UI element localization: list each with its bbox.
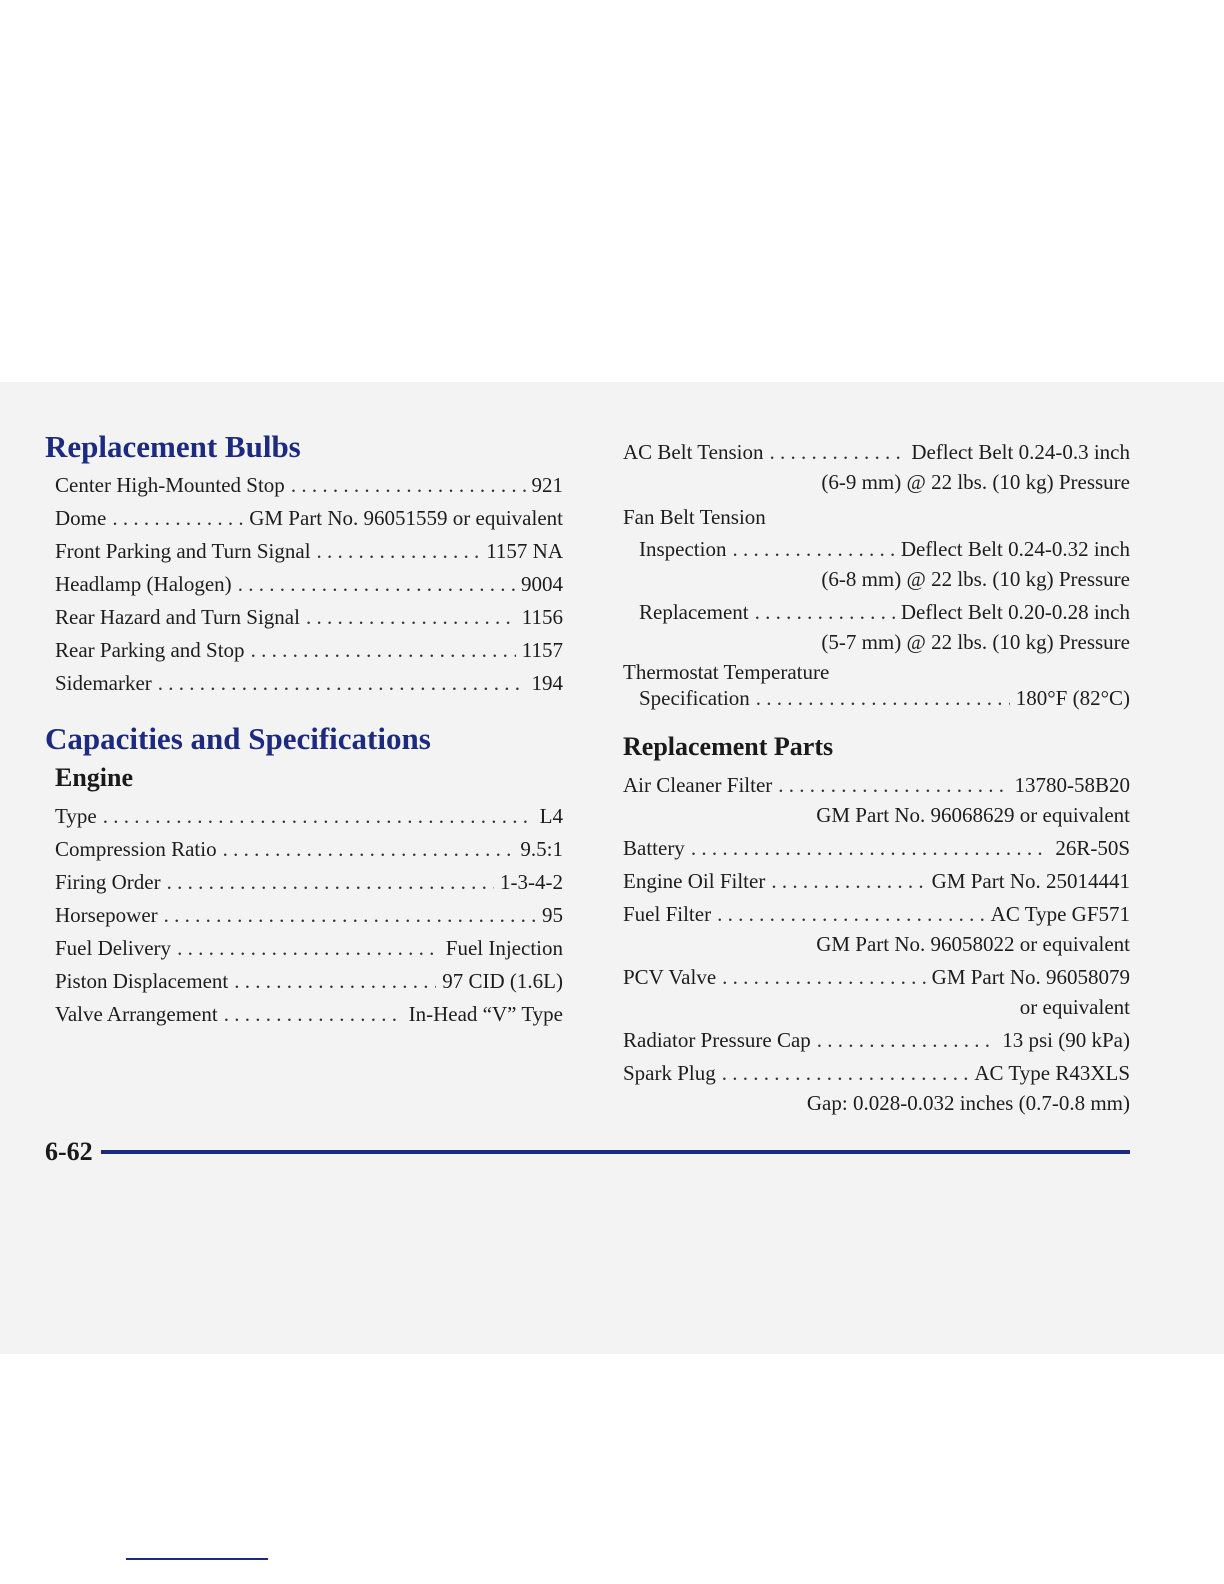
dot-leader <box>317 535 481 568</box>
dot-leader <box>177 932 440 965</box>
inspection-label: Inspection <box>639 537 727 561</box>
dot-leader <box>756 685 1010 711</box>
battery-label: Battery <box>623 836 685 860</box>
bulb-label: Center High-Mounted Stop <box>55 473 285 497</box>
specification-value: 180°F (82°C) <box>1015 686 1130 710</box>
bulb-row <box>45 634 563 667</box>
engine-value: In-Head “V” Type <box>408 1002 563 1026</box>
bulb-label: Headlamp (Halogen) <box>55 572 232 596</box>
engine-row <box>45 899 563 932</box>
capacities-heading: Capacities and Specifications <box>45 721 431 756</box>
pcv-valve-label: PCV Valve <box>623 965 717 989</box>
engine-row <box>45 800 563 833</box>
bulb-row <box>45 469 563 502</box>
replacement-continuation: (5-7 mm) @ 22 lbs. (10 kg) Pressure <box>821 630 1130 654</box>
dot-leader <box>717 898 985 931</box>
spark-plug-row <box>623 1057 1130 1090</box>
specification-label: Specification <box>639 686 750 710</box>
bulb-row <box>45 667 563 700</box>
dot-leader <box>722 1057 969 1090</box>
ac-belt-value: Deflect Belt 0.24-0.3 inch <box>911 440 1130 464</box>
replacement-value: Deflect Belt 0.20-0.28 inch <box>900 600 1130 624</box>
bulb-value: GM Part No. 96051559 or equivalent <box>249 506 563 530</box>
ac-belt-label: AC Belt Tension <box>623 440 764 464</box>
fuel-filter-label: Fuel Filter <box>623 902 712 926</box>
engine-label: Horsepower <box>55 903 158 927</box>
dot-leader <box>291 469 526 502</box>
engine-label: Valve Arrangement <box>55 1002 218 1026</box>
page-number: 6-62 <box>45 1137 93 1166</box>
inspection-value: Deflect Belt 0.24-0.32 inch <box>900 537 1130 561</box>
footer-rule <box>101 1150 1130 1154</box>
bulb-label: Dome <box>55 506 107 530</box>
oil-filter-value: GM Part No. 25014441 <box>931 869 1130 893</box>
dot-leader <box>755 596 895 629</box>
pcv-valve-value: GM Part No. 96058079 <box>931 965 1130 989</box>
bulb-label: Rear Parking and Stop <box>55 638 245 662</box>
battery-value: 26R-50S <box>1055 836 1130 860</box>
fan-belt-heading: Fan Belt Tension <box>623 505 766 529</box>
bulb-value: 921 <box>531 473 563 497</box>
pcv-valve-continuation: or equivalent <box>1019 995 1130 1019</box>
engine-label: Fuel Delivery <box>55 936 172 960</box>
dot-leader <box>251 634 516 667</box>
replacement-row <box>623 596 1130 629</box>
engine-value: L4 <box>539 804 563 828</box>
engine-heading: Engine <box>55 763 134 792</box>
replacement-label: Replacement <box>639 600 749 624</box>
dot-leader <box>722 961 925 994</box>
bulb-value: 1156 <box>521 605 563 629</box>
ac-belt-row <box>623 436 1130 469</box>
dot-leader <box>306 601 516 634</box>
dot-leader <box>224 998 403 1031</box>
dot-leader <box>234 965 436 998</box>
engine-value: 9.5:1 <box>520 837 563 861</box>
dot-leader <box>732 533 894 566</box>
engine-row <box>45 998 563 1031</box>
oil-filter-row <box>623 865 1130 898</box>
bulb-value: 1157 <box>521 638 563 662</box>
fuel-filter-continuation: GM Part No. 96058022 or equivalent <box>816 932 1130 956</box>
engine-label: Piston Displacement <box>55 969 229 993</box>
bulb-value: 1157 NA <box>486 539 563 563</box>
engine-value: 95 <box>542 903 563 927</box>
battery-row <box>623 832 1130 865</box>
oil-filter-label: Engine Oil Filter <box>623 869 766 893</box>
bulb-label: Front Parking and Turn Signal <box>55 539 311 563</box>
bulb-label: Sidemarker <box>55 671 152 695</box>
engine-value: Fuel Injection <box>445 936 563 960</box>
dot-leader <box>167 866 494 899</box>
spark-plug-label: Spark Plug <box>623 1061 716 1085</box>
engine-row <box>45 866 563 899</box>
engine-label: Firing Order <box>55 870 161 894</box>
dot-leader <box>112 502 243 535</box>
radiator-cap-label: Radiator Pressure Cap <box>623 1028 811 1052</box>
air-filter-label: Air Cleaner Filter <box>623 773 773 797</box>
engine-label: Compression Ratio <box>55 837 217 861</box>
fuel-filter-value: AC Type GF571 <box>990 902 1130 926</box>
right-column <box>623 436 1130 1116</box>
page-footer <box>45 1136 1130 1168</box>
air-filter-row <box>623 769 1130 802</box>
bulb-row <box>45 568 563 601</box>
bulb-row <box>45 535 563 568</box>
inspection-continuation: (6-8 mm) @ 22 lbs. (10 kg) Pressure <box>821 567 1130 591</box>
bulb-value: 194 <box>531 671 563 695</box>
bulb-label: Rear Hazard and Turn Signal <box>55 605 300 629</box>
engine-row <box>45 932 563 965</box>
bulb-value: 9004 <box>521 572 563 596</box>
radiator-cap-row <box>623 1024 1130 1057</box>
radiator-cap-value: 13 psi (90 kPa) <box>1002 1028 1130 1052</box>
engine-value: 1-3-4-2 <box>500 870 563 894</box>
left-column <box>45 428 563 1031</box>
thermostat-heading: Thermostat Temperature <box>623 660 830 684</box>
dot-leader <box>158 667 526 700</box>
bulb-row <box>45 502 563 535</box>
inspection-row <box>623 533 1130 566</box>
dot-leader <box>691 832 1050 865</box>
air-filter-value: 13780-58B20 <box>1014 773 1130 797</box>
bulb-row <box>45 601 563 634</box>
air-filter-continuation: GM Part No. 96068629 or equivalent <box>816 803 1130 827</box>
dot-leader <box>817 1024 996 1057</box>
engine-label: Type <box>55 804 97 828</box>
dot-leader <box>769 436 905 469</box>
dot-leader <box>103 800 534 833</box>
spark-plug-value: AC Type R43XLS <box>974 1061 1130 1085</box>
engine-row <box>45 833 563 866</box>
ac-belt-continuation: (6-9 mm) @ 22 lbs. (10 kg) Pressure <box>821 470 1130 494</box>
bottom-rule <box>126 1558 268 1560</box>
replacement-parts-heading: Replacement Parts <box>623 732 834 761</box>
spark-plug-continuation: Gap: 0.028-0.032 inches (0.7-0.8 mm) <box>806 1091 1130 1115</box>
replacement-bulbs-heading: Replacement Bulbs <box>45 429 301 464</box>
thermostat-row <box>623 685 1130 711</box>
engine-row <box>45 965 563 998</box>
engine-value: 97 CID (1.6L) <box>442 969 563 993</box>
fuel-filter-row <box>623 898 1130 931</box>
dot-leader <box>223 833 515 866</box>
dot-leader <box>164 899 536 932</box>
dot-leader <box>771 865 925 898</box>
dot-leader <box>238 568 515 601</box>
dot-leader <box>778 769 1008 802</box>
pcv-valve-row <box>623 961 1130 994</box>
